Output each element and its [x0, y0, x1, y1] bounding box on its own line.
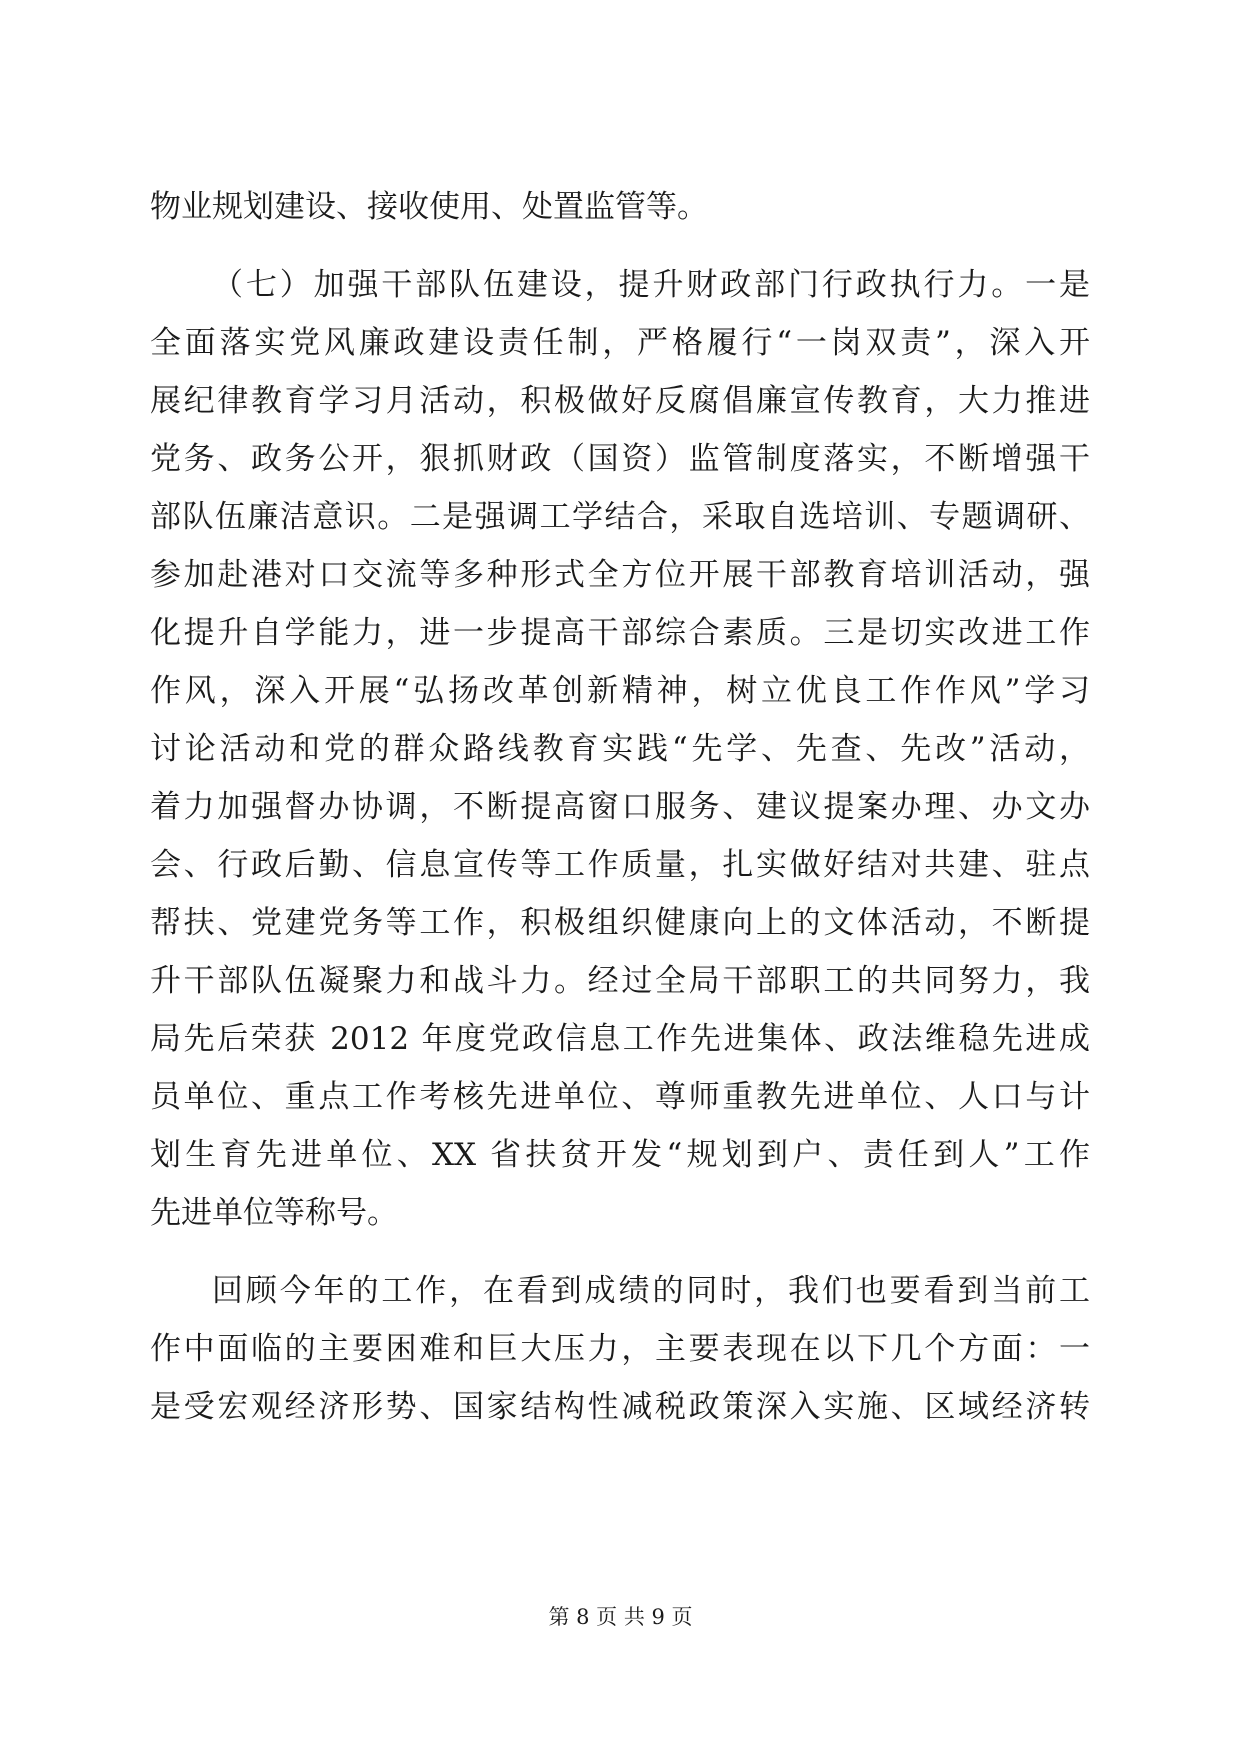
body-text-line: 参加赴港对口交流等多种形式全方位开展干部教育培训活动，强 [150, 557, 1090, 593]
body-text-line: 升干部队伍凝聚力和战斗力。经过全局干部职工的共同努力，我 [150, 963, 1090, 999]
body-text-line: 化提升自学能力，进一步提高干部综合素质。三是切实改进工作 [150, 615, 1090, 651]
body-text-line: 会、行政后勤、信息宣传等工作质量，扎实做好结对共建、驻点 [150, 847, 1090, 883]
body-text-line: 作风，深入开展“弘扬改革创新精神，树立优良工作作风”学习 [150, 673, 1090, 709]
page-footer: 第 8 页 共 9 页 [548, 1605, 693, 1629]
body-text-line: （七）加强干部队伍建设，提升财政部门行政执行力。一是 [212, 267, 1090, 303]
body-text-line: 是受宏观经济形势、国家结构性减税政策深入实施、区域经济转 [150, 1389, 1090, 1425]
body-text-line: 员单位、重点工作考核先进单位、尊师重教先进单位、人口与计 [150, 1079, 1090, 1115]
body-text-line: 着力加强督办协调，不断提高窗口服务、建议提案办理、办文办 [150, 789, 1090, 825]
body-text-line: 回顾今年的工作，在看到成绩的同时，我们也要看到当前工 [212, 1273, 1090, 1309]
body-text-line: 作中面临的主要困难和巨大压力，主要表现在以下几个方面：一 [150, 1331, 1090, 1367]
body-text-line: 全面落实党风廉政建设责任制，严格履行“一岗双责”，深入开 [150, 325, 1090, 361]
body-text-line: 局先后荣获 2012 年度党政信息工作先进集体、政法维稳先进成 [150, 1021, 1090, 1057]
body-text-line: 讨论活动和党的群众路线教育实践“先学、先查、先改”活动， [150, 731, 1090, 767]
body-text-line: 划生育先进单位、XX 省扶贫开发“规划到户、责任到人”工作 [150, 1137, 1090, 1173]
body-text-line: 展纪律教育学习月活动，积极做好反腐倡廉宣传教育，大力推进 [150, 383, 1090, 419]
body-text-line: 党务、政务公开，狠抓财政（国资）监管制度落实，不断增强干 [150, 441, 1090, 477]
body-text-line: 物业规划建设、接收使用、处置监管等。 [150, 189, 708, 225]
body-text-line: 先进单位等称号。 [150, 1195, 398, 1231]
body-text-line: 帮扶、党建党务等工作，积极组织健康向上的文体活动，不断提 [150, 905, 1090, 941]
body-text-line: 部队伍廉洁意识。二是强调工学结合，采取自选培训、专题调研、 [150, 499, 1090, 535]
